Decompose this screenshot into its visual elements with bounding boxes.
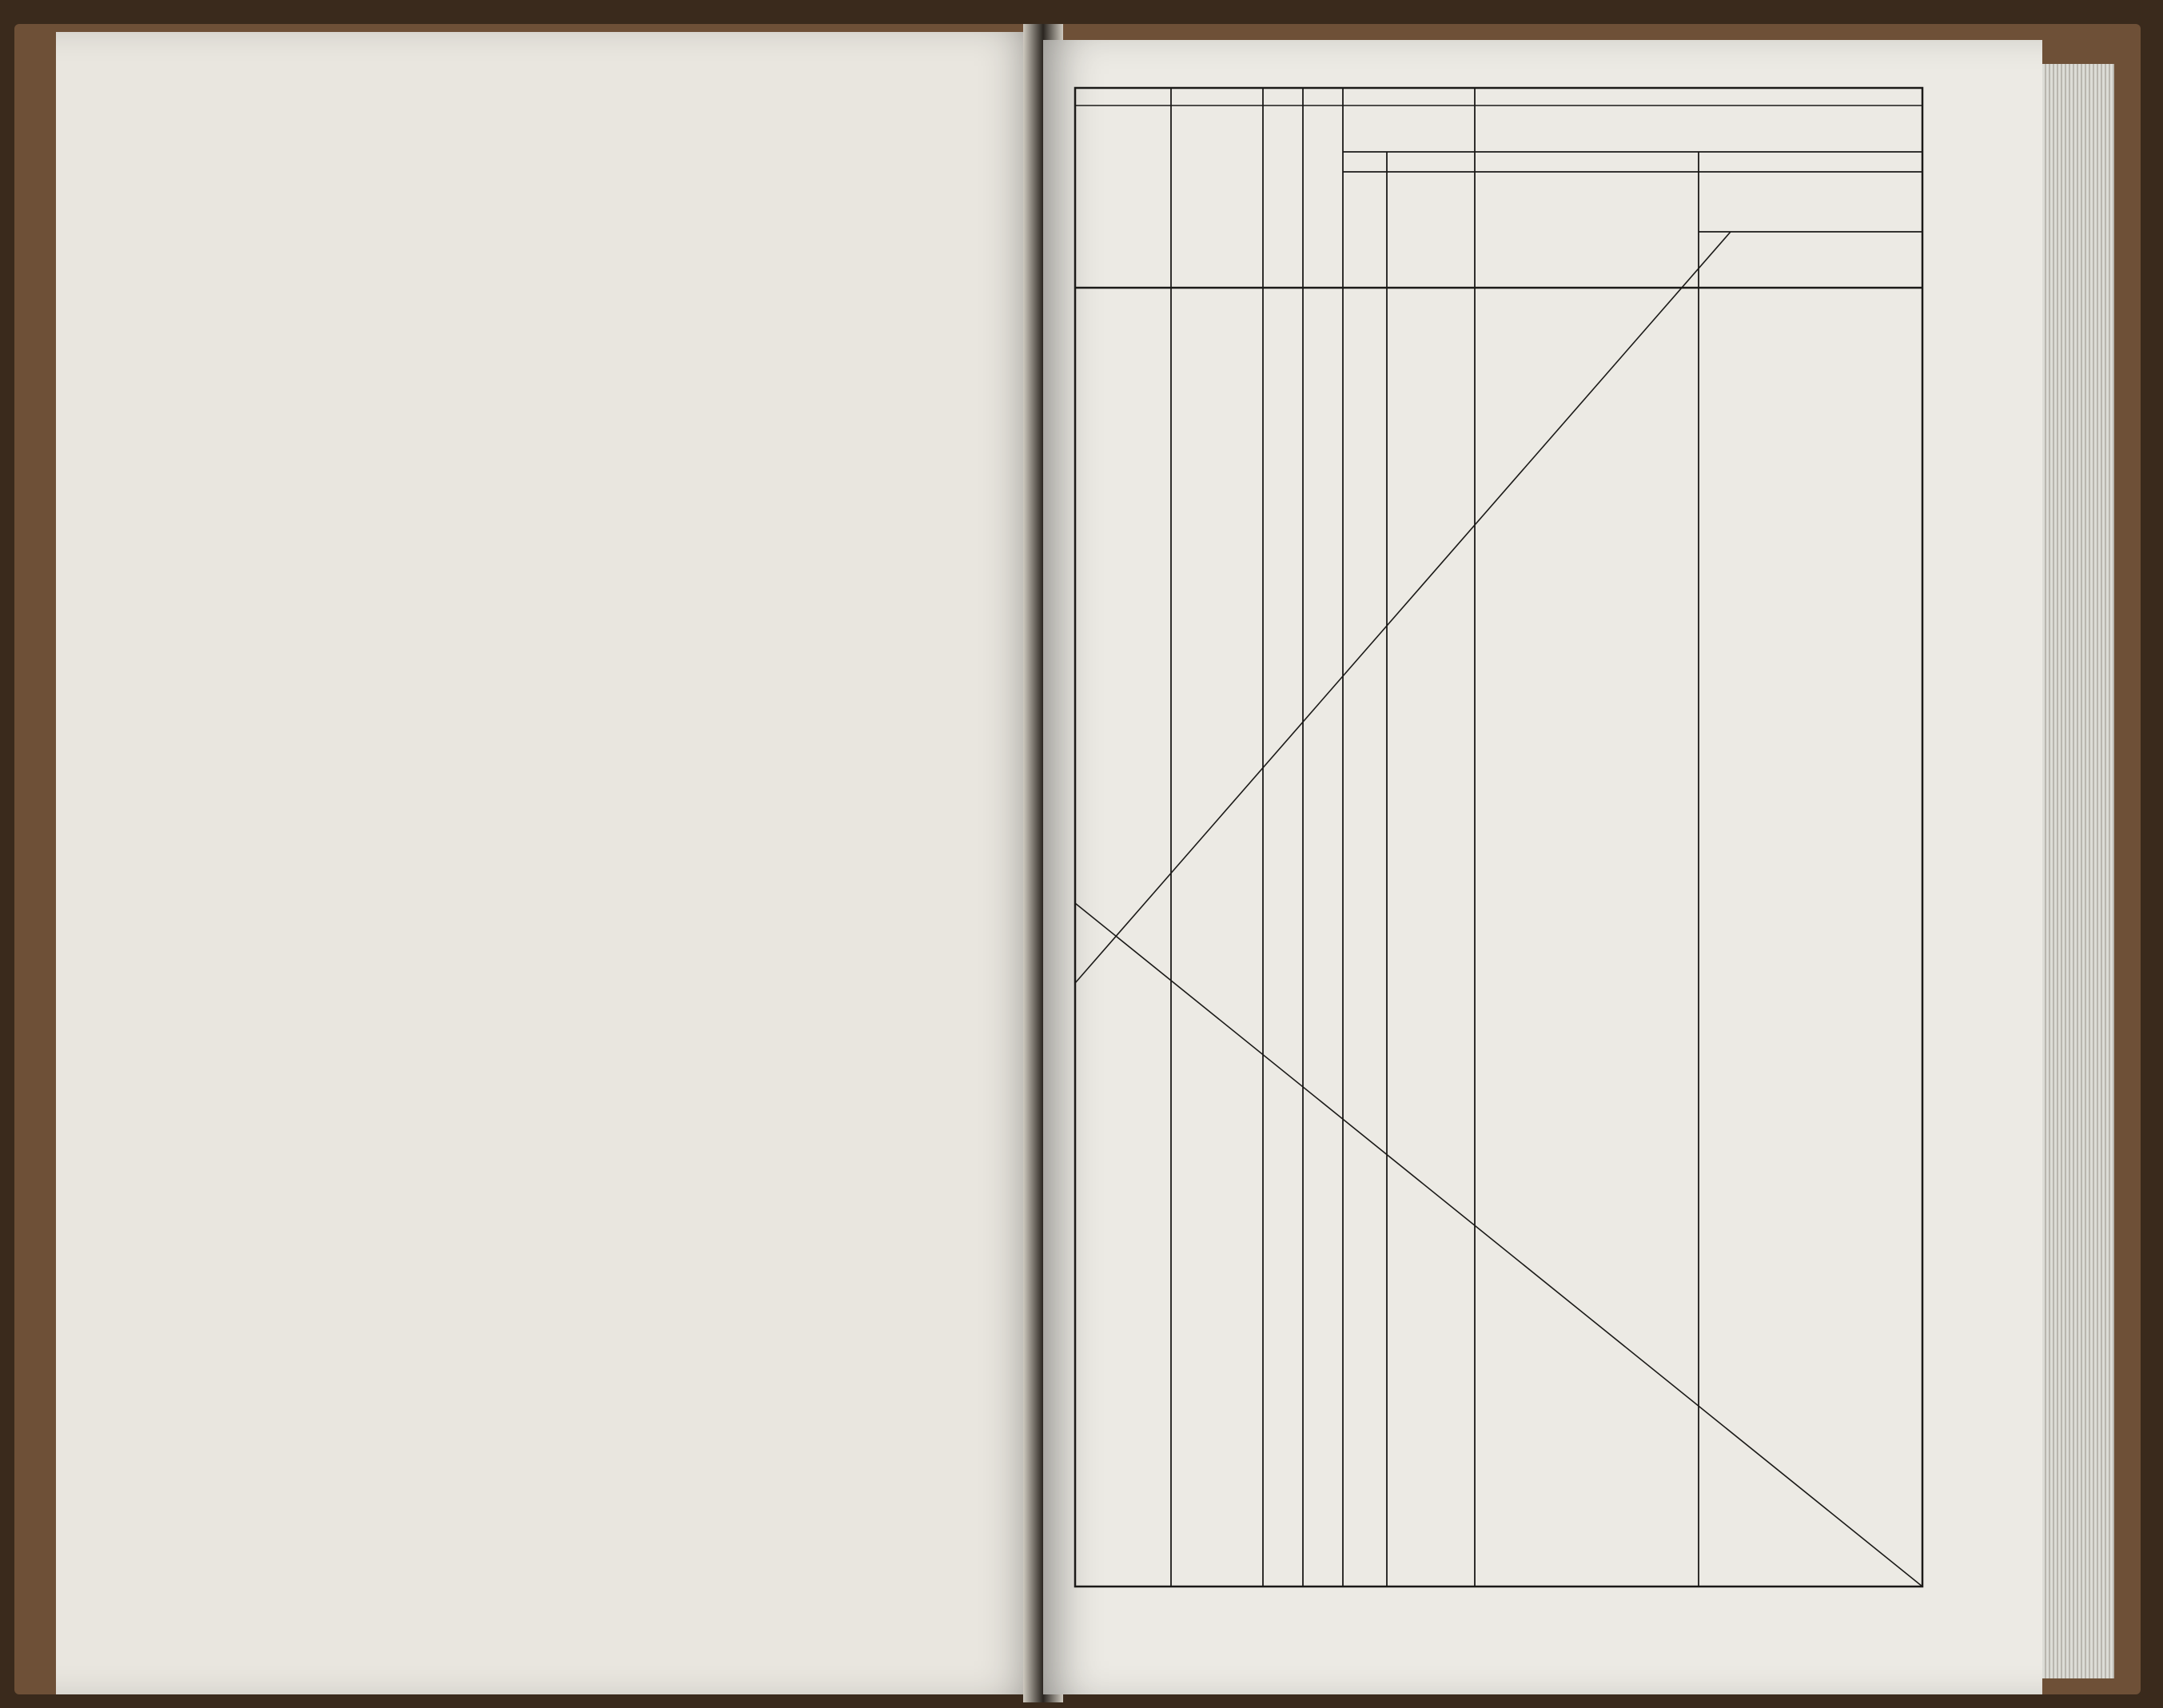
strike-line-upper — [1075, 232, 1731, 983]
strike-line-lower — [1075, 903, 1922, 1587]
left-page — [56, 32, 1039, 1694]
census-form-table — [1043, 40, 2042, 1694]
page-edges — [2042, 64, 2114, 1678]
right-page — [1043, 40, 2042, 1694]
